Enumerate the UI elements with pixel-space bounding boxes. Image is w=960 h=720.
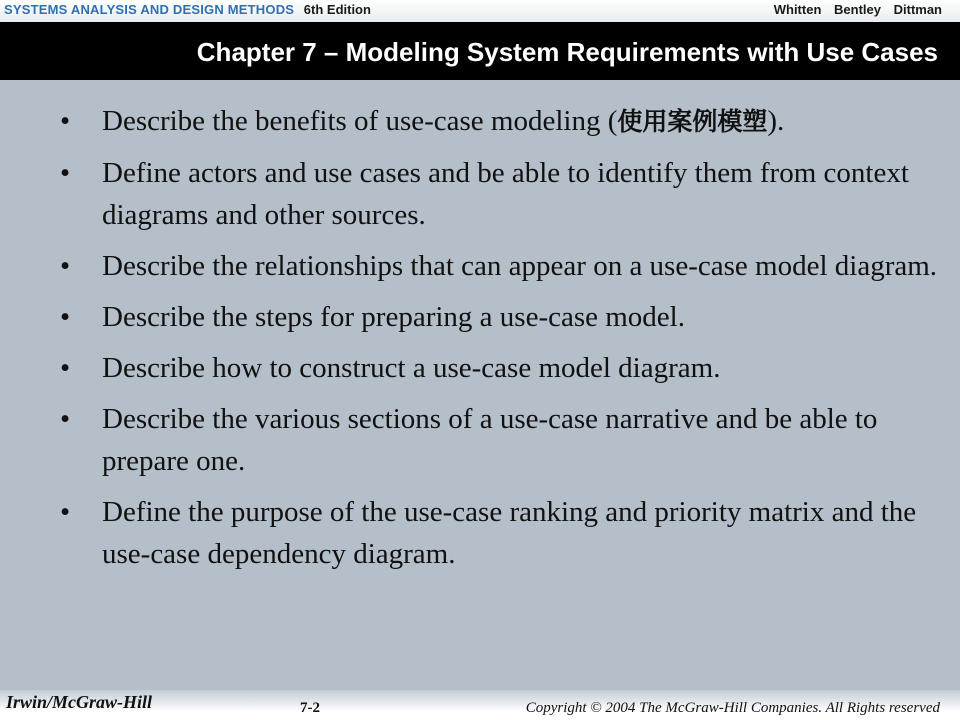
edition-label: 6th Edition (303, 2, 371, 17)
bullet-marker: • (60, 403, 71, 435)
objectives-list (58, 100, 938, 584)
authors (765, 2, 942, 17)
footer-bar (0, 690, 960, 720)
list-item (58, 347, 938, 389)
book-info (4, 2, 371, 17)
title-bar (0, 22, 960, 80)
bullet-text: Describe the various sections of a use-case narrative and be able to prepare one. (102, 403, 878, 477)
bullet-text: Describe how to construct a use-case model diagram. (102, 352, 721, 384)
page-number: 7-2 (300, 700, 320, 716)
list-item (58, 491, 938, 575)
list-item (58, 245, 938, 287)
slide-title: Chapter 7 – Modeling System Requirements with Use Cases (196, 37, 938, 67)
bullet-marker: • (60, 496, 71, 528)
author-name: Whitten (773, 2, 822, 17)
bullet-text: Define the purpose of the use-case ranking and priority matrix and the use-case dependency diagram. (102, 496, 917, 570)
list-item (58, 296, 938, 338)
bullet-marker: • (60, 105, 71, 137)
list-item (58, 398, 938, 482)
bullet-chinese-text: 使用案例模塑 (617, 107, 768, 136)
list-item (58, 152, 938, 236)
bullet-text-end: ). (767, 105, 785, 137)
bullet-marker: • (60, 301, 71, 333)
bullet-marker: • (60, 250, 71, 282)
bullet-text: Describe the benefits of use-case modeling ( (102, 105, 618, 137)
bullet-marker: • (60, 157, 71, 189)
bullet-text: Define actors and use cases and be able to identify them from context diagrams and other sources. (102, 157, 909, 231)
list-item (58, 100, 938, 143)
publisher-name: Irwin/McGraw-Hill (6, 692, 153, 712)
author-name: Bentley (834, 2, 881, 17)
bullet-marker: • (60, 352, 71, 384)
bullet-text: Describe the steps for preparing a use-case model. (102, 301, 685, 333)
bullet-text: Describe the relationships that can appear on a use-case model diagram. (102, 250, 938, 282)
book-title: SYSTEMS ANALYSIS AND DESIGN METHODS (4, 2, 295, 17)
top-header-bar (0, 0, 960, 22)
author-name: Dittman (893, 2, 942, 17)
copyright-notice: Copyright © 2004 The McGraw-Hill Companies. All Rights reserved (525, 700, 940, 716)
